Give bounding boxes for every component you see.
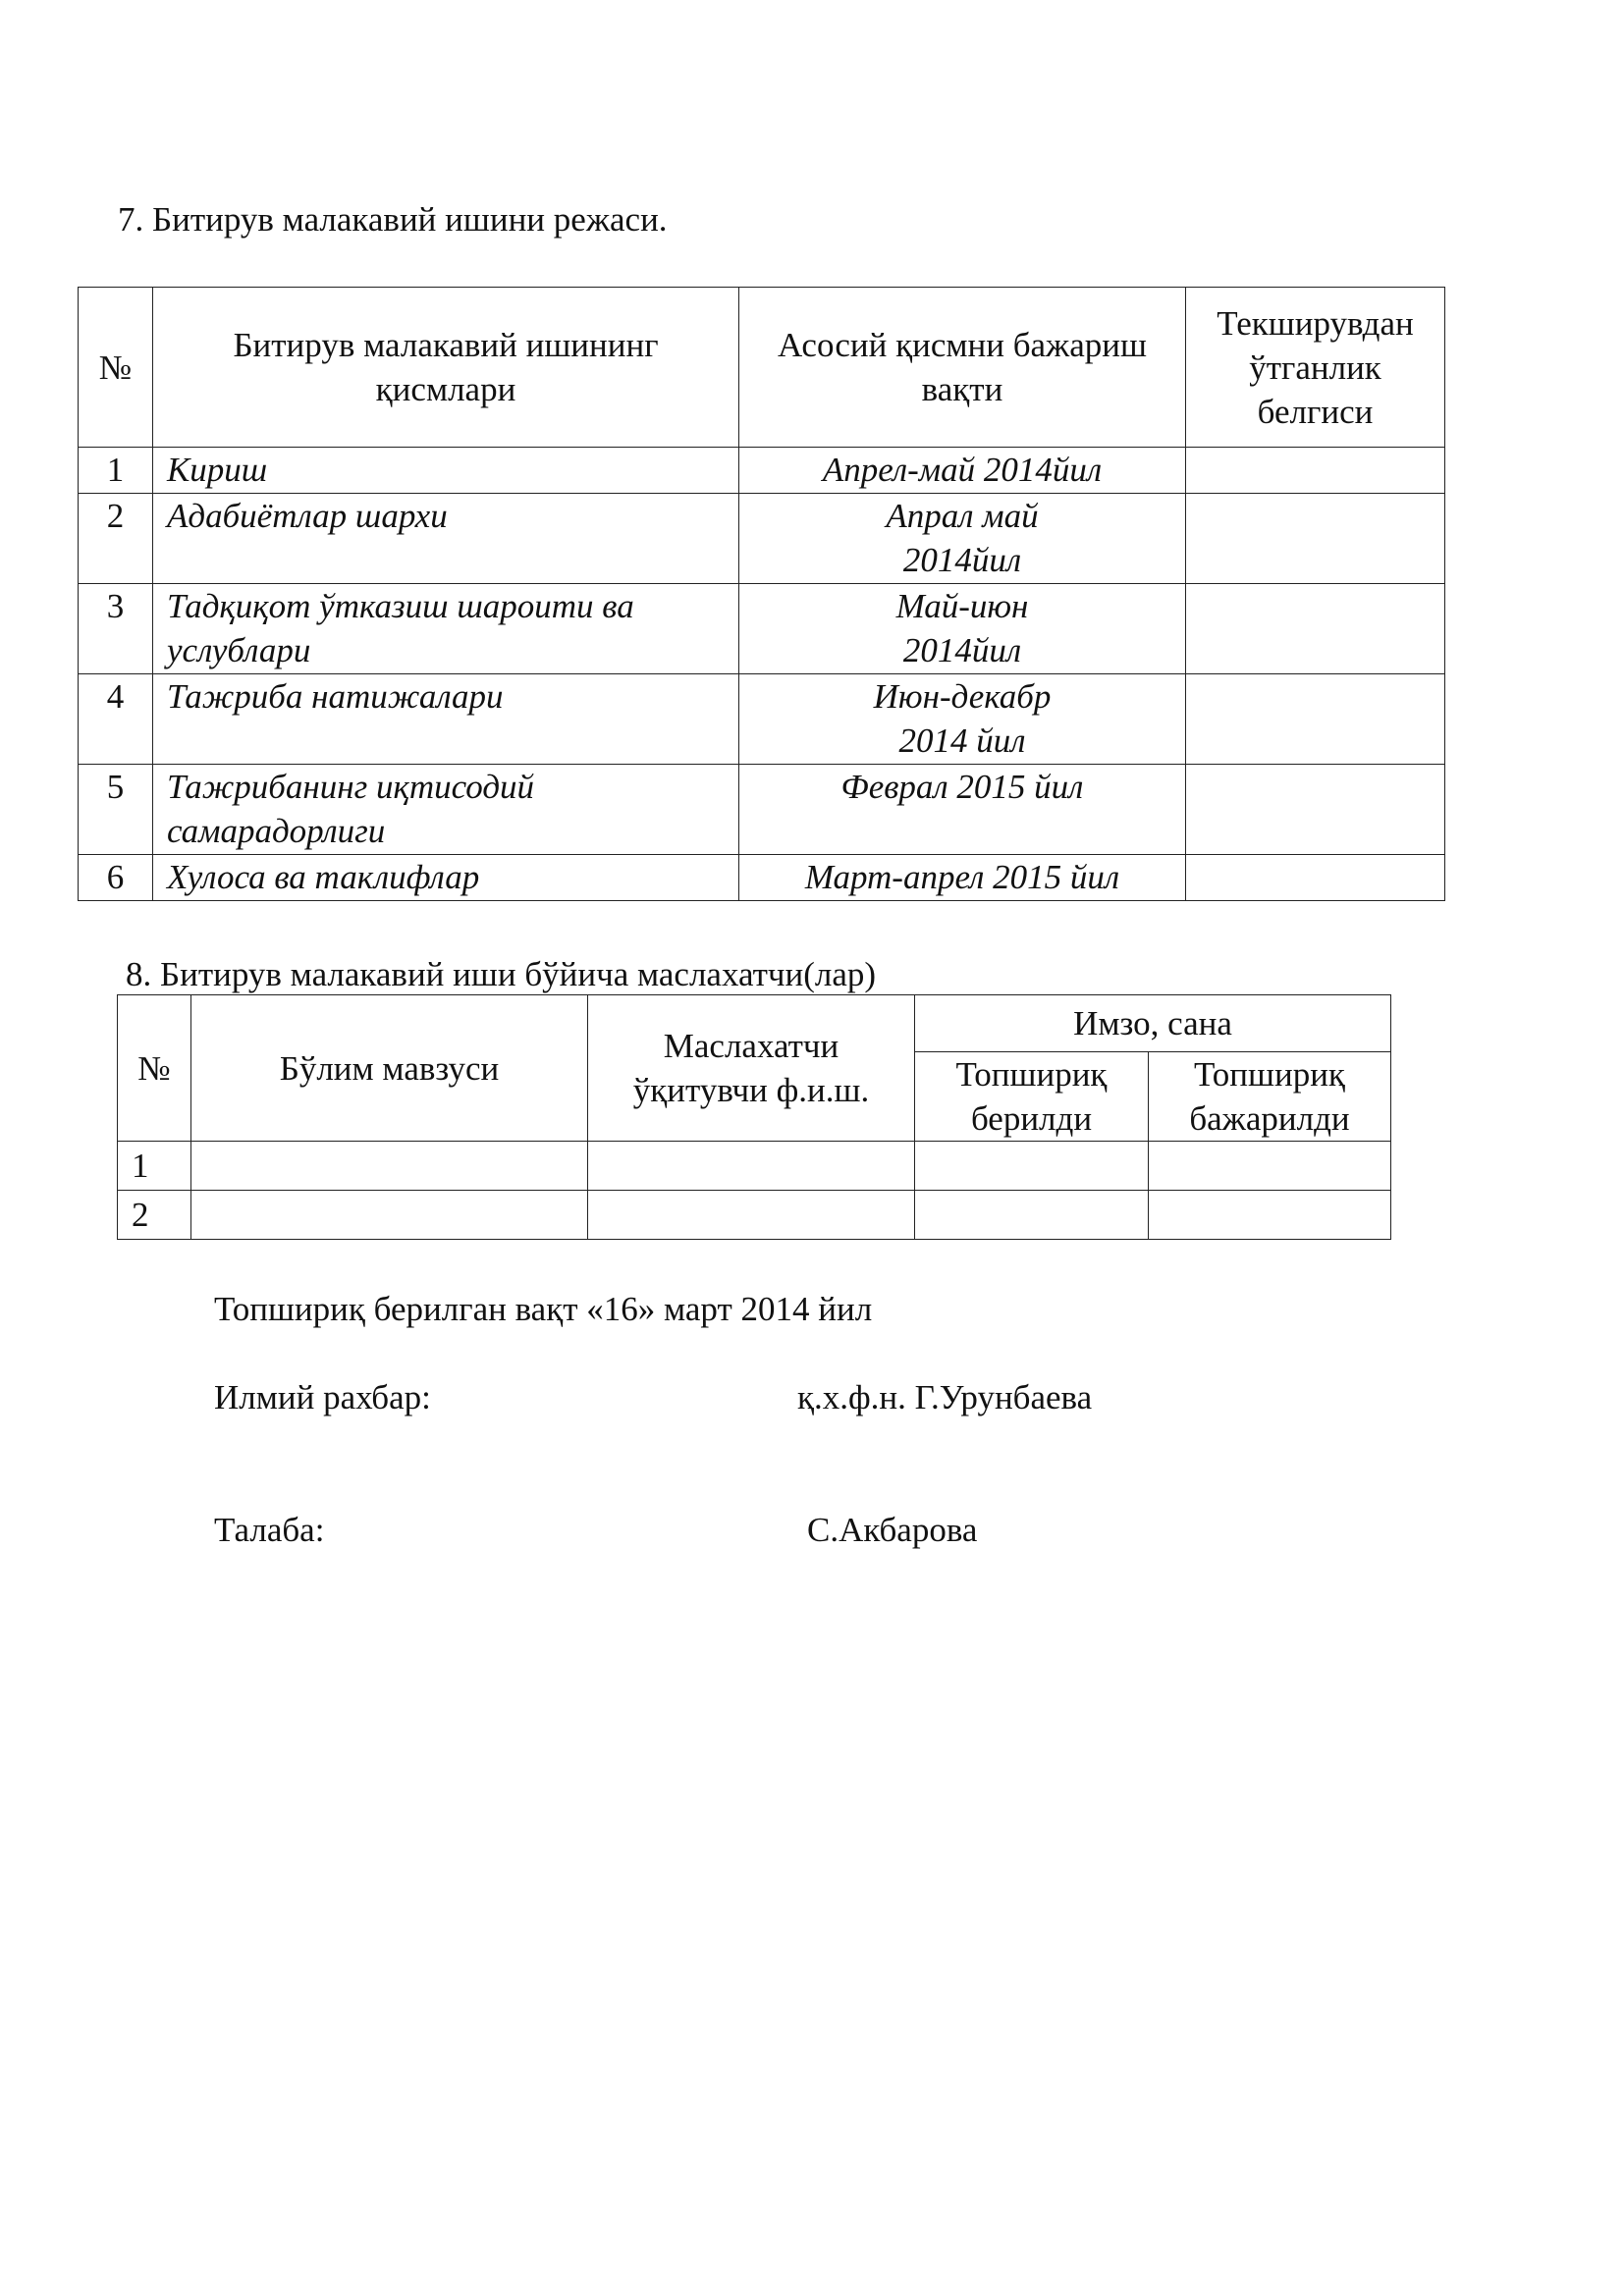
advisors-header-given: Топшириқ берилди (915, 1052, 1149, 1142)
topic-cell (191, 1142, 588, 1191)
plan-header-row (79, 288, 1445, 448)
row-number: 6 (79, 855, 153, 901)
advisor-cell (588, 1142, 915, 1191)
supervisor-label: Илмий рахбар: (214, 1378, 431, 1416)
advisors-header-advisor: Маслахатчи ўқитувчи ф.и.ш. (588, 995, 915, 1142)
check-mark-cell (1186, 674, 1445, 765)
work-part: Тадқиқот ўтказиш шароити ва услублари (153, 584, 739, 674)
table-row (79, 765, 1445, 855)
row-number: 2 (118, 1191, 191, 1240)
work-time: Июн-декабр 2014 йил (739, 674, 1186, 765)
given-cell (915, 1142, 1149, 1191)
work-part: Кириш (153, 448, 739, 494)
check-mark-cell (1186, 494, 1445, 584)
check-mark-cell (1186, 765, 1445, 855)
done-cell (1149, 1191, 1391, 1240)
work-part: Хулоса ва таклифлар (153, 855, 739, 901)
row-number: 1 (118, 1142, 191, 1191)
student-name: С.Акбарова (807, 1511, 978, 1549)
work-part: Тажрибанинг иқтисодий самарадорлиги (153, 765, 739, 855)
plan-header-check: Текширувдан ўтганлик белгиси (1186, 288, 1445, 448)
row-number: 1 (79, 448, 153, 494)
table-row (79, 494, 1445, 584)
check-mark-cell (1186, 584, 1445, 674)
row-number: 2 (79, 494, 153, 584)
given-cell (915, 1191, 1149, 1240)
supervisor-name: қ.х.ф.н. Г.Урунбаева (797, 1378, 1093, 1416)
plan-header-time: Асосий қисмни бажариш вақти (739, 288, 1186, 448)
work-part: Тажриба натижалари (153, 674, 739, 765)
table-row (118, 1142, 1391, 1191)
work-plan-table (78, 287, 1445, 901)
topic-cell (191, 1191, 588, 1240)
plan-header-num: № (79, 288, 153, 448)
section-8-title: 8. Битирув малакавий иши бўйича маслахатчи(лар) (126, 955, 877, 993)
assignment-date: Топшириқ берилган вақт «16» март 2014 йил (214, 1290, 873, 1328)
row-number: 4 (79, 674, 153, 765)
work-time: Март-апрел 2015 йил (739, 855, 1186, 901)
advisors-header-num: № (118, 995, 191, 1142)
advisors-header-sign-date: Имзо, сана (915, 995, 1391, 1052)
work-time: Май-июн 2014йил (739, 584, 1186, 674)
advisors-header-topic: Бўлим мавзуси (191, 995, 588, 1142)
plan-header-parts: Битирув малакавий ишининг қисмлари (153, 288, 739, 448)
table-row (79, 855, 1445, 901)
done-cell (1149, 1142, 1391, 1191)
table-row (118, 1191, 1391, 1240)
work-time: Апрал май 2014йил (739, 494, 1186, 584)
advisor-cell (588, 1191, 915, 1240)
advisors-header-row-1 (118, 995, 1391, 1052)
section-7-title: 7. Битирув малакавий ишини режаси. (118, 200, 668, 239)
table-row (79, 674, 1445, 765)
advisors-header-done: Топшириқ бажарилди (1149, 1052, 1391, 1142)
work-part: Адабиётлар шархи (153, 494, 739, 584)
check-mark-cell (1186, 855, 1445, 901)
work-time: Феврал 2015 йил (739, 765, 1186, 855)
check-mark-cell (1186, 448, 1445, 494)
advisors-table (117, 994, 1391, 1240)
table-row (79, 584, 1445, 674)
work-time: Апрел-май 2014йил (739, 448, 1186, 494)
row-number: 5 (79, 765, 153, 855)
row-number: 3 (79, 584, 153, 674)
table-row (79, 448, 1445, 494)
student-label: Талаба: (214, 1511, 325, 1549)
